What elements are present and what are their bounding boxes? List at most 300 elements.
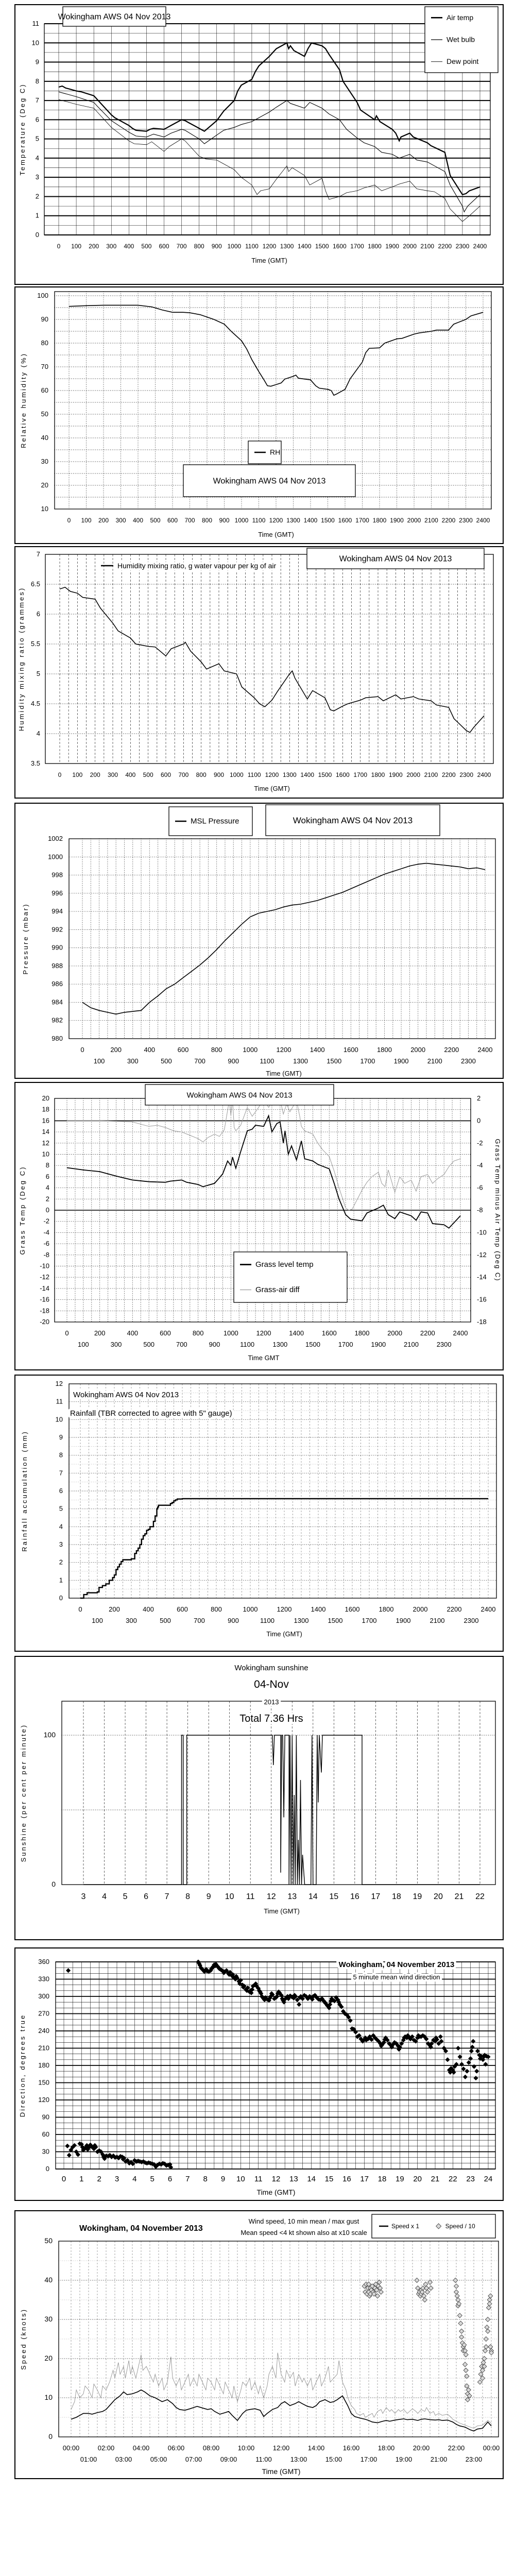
y-axis-title: Pressure (mbar) xyxy=(22,903,29,975)
svg-text:1200: 1200 xyxy=(262,243,277,250)
y-axis-labels xyxy=(32,20,39,239)
wind-speed-chart xyxy=(15,2211,503,2478)
svg-text:-12: -12 xyxy=(40,1273,49,1281)
svg-text:8: 8 xyxy=(185,1892,191,1901)
y-axis-title: Rainfall accumulation (mm) xyxy=(21,1430,28,1552)
y-axis-title: Sunshine (per cent per minute) xyxy=(20,1723,27,1862)
svg-text:2400: 2400 xyxy=(477,771,491,778)
svg-text:1002: 1002 xyxy=(48,835,63,842)
legend-box xyxy=(425,7,498,73)
svg-text:18:00: 18:00 xyxy=(377,2444,395,2452)
svg-text:11: 11 xyxy=(254,2175,263,2183)
svg-text:4: 4 xyxy=(45,1183,49,1192)
svg-text:20:00: 20:00 xyxy=(413,2444,430,2452)
svg-text:984: 984 xyxy=(52,998,63,1006)
svg-text:200: 200 xyxy=(110,1046,122,1054)
svg-text:3: 3 xyxy=(81,1892,86,1901)
svg-text:1400: 1400 xyxy=(310,1046,325,1054)
svg-text:2200: 2200 xyxy=(441,771,456,778)
svg-text:1300: 1300 xyxy=(293,1057,308,1065)
svg-text:1800: 1800 xyxy=(354,1329,370,1337)
series-grass-air-diff xyxy=(67,1099,460,1210)
svg-text:1300: 1300 xyxy=(294,1617,309,1624)
svg-text:04:00: 04:00 xyxy=(132,2444,150,2452)
svg-text:20: 20 xyxy=(42,1094,49,1102)
svg-text:700: 700 xyxy=(194,1057,205,1065)
svg-text:900: 900 xyxy=(219,517,230,524)
svg-text:400: 400 xyxy=(125,771,136,778)
svg-text:2: 2 xyxy=(45,1195,49,1203)
svg-text:210: 210 xyxy=(38,2044,49,2052)
svg-text:-6: -6 xyxy=(43,1240,49,1248)
svg-text:800: 800 xyxy=(211,1046,222,1054)
svg-text:2300: 2300 xyxy=(436,1341,452,1348)
annotation-text: Wokingham sunshine xyxy=(234,1664,308,1672)
y-axis-labels xyxy=(44,2236,53,2441)
svg-text:100: 100 xyxy=(92,1617,103,1624)
svg-text:1600: 1600 xyxy=(335,771,350,778)
title-text: Wokingham AWS 04 Nov 2013 xyxy=(213,477,326,486)
gridlines xyxy=(45,554,493,764)
svg-text:08:00: 08:00 xyxy=(202,2444,220,2452)
svg-text:2000: 2000 xyxy=(403,243,417,250)
svg-text:1200: 1200 xyxy=(276,1046,291,1054)
svg-text:1200: 1200 xyxy=(277,1605,292,1613)
svg-text:40: 40 xyxy=(44,2276,53,2284)
svg-text:7: 7 xyxy=(36,550,40,558)
svg-text:0: 0 xyxy=(477,1116,481,1125)
x-axis-labels xyxy=(80,1046,492,1065)
svg-text:0: 0 xyxy=(57,243,61,250)
svg-text:9: 9 xyxy=(220,2175,226,2183)
svg-text:900: 900 xyxy=(211,243,222,250)
svg-text:2400: 2400 xyxy=(480,1605,496,1613)
svg-text:00:00: 00:00 xyxy=(62,2444,80,2452)
svg-text:20: 20 xyxy=(434,1892,443,1901)
gridlines xyxy=(69,839,495,1039)
svg-text:09:00: 09:00 xyxy=(220,2455,237,2463)
svg-text:600: 600 xyxy=(159,243,169,250)
svg-text:6: 6 xyxy=(144,1892,149,1901)
svg-text:2300: 2300 xyxy=(464,1617,479,1624)
title-box xyxy=(266,805,440,836)
svg-text:0: 0 xyxy=(58,771,62,778)
svg-text:2300: 2300 xyxy=(455,243,470,250)
annotation-text: 04-Nov xyxy=(254,1679,289,1690)
svg-text:200: 200 xyxy=(98,517,109,524)
svg-text:90: 90 xyxy=(42,2113,49,2121)
svg-text:1900: 1900 xyxy=(390,517,404,524)
svg-text:300: 300 xyxy=(127,1057,139,1065)
series-group xyxy=(83,1735,480,1885)
svg-text:1: 1 xyxy=(59,1576,63,1584)
svg-text:-8: -8 xyxy=(477,1206,483,1214)
svg-text:4: 4 xyxy=(102,1892,107,1901)
svg-text:1500: 1500 xyxy=(327,1057,342,1065)
svg-text:19: 19 xyxy=(395,2175,404,2183)
y-axis-labels xyxy=(31,550,40,767)
svg-text:5: 5 xyxy=(36,670,40,677)
svg-text:982: 982 xyxy=(52,1016,63,1024)
svg-text:1000: 1000 xyxy=(243,1605,258,1613)
series-grass-level-temp xyxy=(67,1116,460,1228)
svg-text:3: 3 xyxy=(35,173,39,181)
svg-text:100: 100 xyxy=(77,1341,89,1348)
x-axis-labels xyxy=(58,771,491,778)
svg-text:0: 0 xyxy=(67,517,71,524)
legend-box xyxy=(234,1252,347,1302)
pressure-chart xyxy=(15,804,503,1078)
svg-text:1200: 1200 xyxy=(265,771,279,778)
svg-text:13:00: 13:00 xyxy=(290,2455,307,2463)
svg-text:6: 6 xyxy=(45,1172,49,1180)
svg-text:00:00: 00:00 xyxy=(483,2444,500,2452)
x-axis-labels xyxy=(62,2175,493,2183)
sunshine-chart xyxy=(15,1657,503,1939)
svg-text:800: 800 xyxy=(211,1605,222,1613)
mixing-ratio-chart-panel xyxy=(14,546,504,799)
svg-text:11: 11 xyxy=(56,1397,63,1405)
svg-text:300: 300 xyxy=(115,517,126,524)
title-text: Wokingham AWS 04 Nov 2013 xyxy=(186,1091,293,1100)
svg-text:18: 18 xyxy=(391,1892,401,1901)
y-axis-title: Humidity mixing ratio (grammes) xyxy=(18,586,25,732)
svg-text:14: 14 xyxy=(42,1128,49,1136)
svg-text:1600: 1600 xyxy=(345,1605,360,1613)
svg-text:5: 5 xyxy=(35,134,39,143)
svg-text:01:00: 01:00 xyxy=(80,2455,97,2463)
svg-text:-12: -12 xyxy=(477,1250,487,1259)
svg-text:14: 14 xyxy=(307,2175,316,2183)
svg-text:1800: 1800 xyxy=(379,1605,394,1613)
title-box xyxy=(307,548,484,569)
svg-text:-4: -4 xyxy=(477,1161,483,1170)
legend-label: Speed / 10 xyxy=(445,2223,475,2230)
svg-text:990: 990 xyxy=(52,943,63,952)
svg-text:1800: 1800 xyxy=(372,517,387,524)
svg-text:12:00: 12:00 xyxy=(272,2444,290,2452)
svg-text:500: 500 xyxy=(160,1617,171,1624)
rainfall-chart xyxy=(15,1376,503,1651)
svg-text:6: 6 xyxy=(59,1487,63,1495)
svg-text:994: 994 xyxy=(52,907,63,916)
x-axis-labels xyxy=(81,1892,485,1901)
svg-text:800: 800 xyxy=(194,243,204,250)
svg-text:0: 0 xyxy=(35,231,39,239)
svg-text:1900: 1900 xyxy=(396,1617,411,1624)
x-axis-title: Time (GMT) xyxy=(262,2467,301,2476)
svg-text:998: 998 xyxy=(52,871,63,879)
svg-text:1100: 1100 xyxy=(245,243,259,250)
svg-text:240: 240 xyxy=(38,2027,49,2035)
svg-text:400: 400 xyxy=(124,243,134,250)
svg-text:1600: 1600 xyxy=(321,1329,337,1337)
svg-text:2100: 2100 xyxy=(427,1057,442,1065)
annotation-text: Wind speed, 10 min mean / max gust xyxy=(248,2217,359,2225)
svg-text:40: 40 xyxy=(41,434,48,442)
svg-text:100: 100 xyxy=(71,243,82,250)
svg-text:1100: 1100 xyxy=(240,1341,255,1348)
svg-text:15: 15 xyxy=(329,1892,339,1901)
svg-text:5: 5 xyxy=(150,2175,154,2183)
sunshine-chart-panel xyxy=(14,1656,504,1940)
annotation-text: Wokingham, 04 November 2013 xyxy=(338,1960,455,1969)
svg-text:12: 12 xyxy=(271,2175,281,2183)
svg-text:300: 300 xyxy=(106,243,117,250)
svg-text:10:00: 10:00 xyxy=(237,2444,255,2452)
svg-text:18: 18 xyxy=(377,2175,387,2183)
wind-speed-chart-panel xyxy=(14,2210,504,2479)
gridlines xyxy=(44,24,490,235)
svg-text:1200: 1200 xyxy=(256,1329,271,1337)
y-axis-title: Direction, degrees true xyxy=(19,2013,26,2117)
plot-border xyxy=(45,554,493,764)
annotation-text: Rainfall (TBR corrected to agree with 5" gauge) xyxy=(70,1409,232,1418)
mixing-ratio-chart xyxy=(15,547,503,798)
series-sunshine xyxy=(83,1735,480,1885)
svg-text:1100: 1100 xyxy=(252,517,266,524)
x-axis-labels xyxy=(67,517,490,524)
svg-text:-18: -18 xyxy=(40,1307,49,1315)
svg-text:700: 700 xyxy=(194,1617,205,1624)
svg-text:90: 90 xyxy=(41,315,48,323)
legend-label: Speed x 1 xyxy=(391,2223,420,2230)
y-axis-labels xyxy=(38,1958,49,2173)
wind-direction-chart-panel xyxy=(14,1947,504,2201)
svg-text:2100: 2100 xyxy=(430,1617,445,1624)
svg-text:12: 12 xyxy=(266,1892,276,1901)
svg-text:800: 800 xyxy=(192,1329,204,1337)
x-axis-title: Time (GMT) xyxy=(264,1907,300,1915)
svg-text:270: 270 xyxy=(38,2009,49,2018)
svg-text:1300: 1300 xyxy=(282,771,297,778)
svg-text:1700: 1700 xyxy=(360,1057,375,1065)
svg-text:17:00: 17:00 xyxy=(360,2455,377,2463)
y-axis-title: Speed (knots) xyxy=(20,2308,27,2370)
temperature-chart xyxy=(15,5,503,284)
svg-text:10: 10 xyxy=(236,2175,245,2183)
svg-text:22: 22 xyxy=(448,2175,457,2183)
svg-text:2200: 2200 xyxy=(420,1329,435,1337)
svg-text:1400: 1400 xyxy=(297,243,312,250)
y-axis-labels xyxy=(56,1380,63,1602)
svg-text:19:00: 19:00 xyxy=(395,2455,413,2463)
svg-text:800: 800 xyxy=(201,517,213,524)
svg-text:2200: 2200 xyxy=(438,243,452,250)
svg-text:14: 14 xyxy=(308,1892,318,1901)
svg-text:11: 11 xyxy=(246,1892,255,1901)
plot-border xyxy=(59,2241,499,2437)
svg-text:200: 200 xyxy=(90,771,100,778)
svg-text:16:00: 16:00 xyxy=(342,2444,360,2452)
svg-text:1000: 1000 xyxy=(223,1329,238,1337)
svg-text:1100: 1100 xyxy=(247,771,261,778)
svg-text:100: 100 xyxy=(43,1731,56,1739)
legend-label: Air temp xyxy=(447,13,474,22)
svg-text:8: 8 xyxy=(59,1451,63,1459)
svg-text:2000: 2000 xyxy=(387,1329,403,1337)
series-rh xyxy=(69,305,483,395)
rainfall-chart-panel xyxy=(14,1375,504,1652)
title-box xyxy=(58,7,171,26)
svg-text:800: 800 xyxy=(196,771,207,778)
x-axis-title: Time (GMT) xyxy=(266,1070,302,1077)
svg-text:1000: 1000 xyxy=(229,771,244,778)
svg-text:1500: 1500 xyxy=(305,1341,320,1348)
svg-text:30: 30 xyxy=(42,2147,49,2156)
svg-text:17: 17 xyxy=(371,1892,381,1901)
svg-text:600: 600 xyxy=(167,517,178,524)
svg-text:-10: -10 xyxy=(477,1228,487,1236)
svg-text:996: 996 xyxy=(52,889,63,897)
series-group xyxy=(82,863,485,1014)
svg-text:6: 6 xyxy=(36,610,40,618)
svg-text:980: 980 xyxy=(52,1035,63,1042)
svg-text:-10: -10 xyxy=(40,1262,49,1270)
svg-text:100: 100 xyxy=(81,517,92,524)
gridlines xyxy=(56,1962,495,2169)
svg-text:02:00: 02:00 xyxy=(97,2444,115,2452)
relative-humidity-chart xyxy=(15,287,503,543)
svg-text:2000: 2000 xyxy=(407,517,421,524)
svg-text:7: 7 xyxy=(59,1469,63,1477)
svg-text:400: 400 xyxy=(143,1605,154,1613)
svg-text:500: 500 xyxy=(141,243,152,250)
svg-text:300: 300 xyxy=(126,1617,137,1624)
svg-text:-6: -6 xyxy=(477,1183,483,1192)
grass-temp-chart xyxy=(15,1083,503,1369)
series-group xyxy=(65,1960,490,2170)
svg-text:300: 300 xyxy=(110,1341,122,1348)
svg-text:16: 16 xyxy=(342,2175,351,2183)
y-axis-title: Grass Temp (Deg C) xyxy=(19,1165,26,1255)
legend-label: Humidity mixing ratio, g water vapour per kg of air xyxy=(117,562,277,570)
svg-text:1500: 1500 xyxy=(315,243,329,250)
svg-text:1400: 1400 xyxy=(303,517,318,524)
svg-text:1300: 1300 xyxy=(280,243,294,250)
svg-text:8: 8 xyxy=(35,77,39,85)
annotation-text: 2013 xyxy=(264,1698,279,1706)
svg-text:700: 700 xyxy=(176,1341,187,1348)
svg-text:9: 9 xyxy=(206,1892,211,1901)
svg-text:1600: 1600 xyxy=(332,243,347,250)
svg-text:500: 500 xyxy=(143,1341,155,1348)
svg-text:60: 60 xyxy=(42,2130,49,2138)
svg-text:1800: 1800 xyxy=(368,243,382,250)
svg-text:30: 30 xyxy=(41,457,48,465)
x-axis-title: Time (GMT) xyxy=(251,257,287,264)
legend-label: RH xyxy=(270,448,281,456)
annotation-text: Wokingham, 04 November 2013 xyxy=(79,2224,203,2233)
title-text: Wokingham AWS 04 Nov 2013 xyxy=(293,815,413,825)
title-text: Wokingham AWS 04 Nov 2013 xyxy=(339,554,452,564)
svg-text:330: 330 xyxy=(38,1975,49,1983)
svg-text:200: 200 xyxy=(109,1605,120,1613)
svg-text:1: 1 xyxy=(79,2175,84,2183)
svg-text:-18: -18 xyxy=(477,1318,487,1326)
legend-box xyxy=(248,441,281,464)
svg-text:360: 360 xyxy=(38,1958,49,1965)
svg-text:03:00: 03:00 xyxy=(115,2455,132,2463)
svg-text:1500: 1500 xyxy=(321,517,335,524)
svg-text:3.5: 3.5 xyxy=(30,759,40,767)
annotation-text: 5 minute mean wind direction xyxy=(353,1973,440,1981)
svg-text:11:00: 11:00 xyxy=(255,2455,272,2463)
svg-text:2: 2 xyxy=(59,1558,63,1566)
annotation-text: Total 7.36 Hrs xyxy=(239,1713,303,1724)
svg-text:1700: 1700 xyxy=(350,243,364,250)
svg-text:2000: 2000 xyxy=(406,771,421,778)
svg-text:400: 400 xyxy=(132,517,144,524)
svg-text:1900: 1900 xyxy=(393,1057,409,1065)
svg-text:2200: 2200 xyxy=(447,1605,462,1613)
svg-text:100: 100 xyxy=(93,1057,105,1065)
x-axis-labels xyxy=(78,1605,495,1624)
svg-text:600: 600 xyxy=(160,1329,171,1337)
x-axis-title: Time (GMT) xyxy=(254,785,290,792)
svg-text:700: 700 xyxy=(184,517,195,524)
svg-text:0: 0 xyxy=(65,1329,69,1337)
svg-text:2300: 2300 xyxy=(459,771,474,778)
y-axis-labels xyxy=(44,1731,56,1888)
svg-text:20: 20 xyxy=(44,2354,53,2362)
series-msl-pressure xyxy=(82,863,485,1014)
svg-text:17: 17 xyxy=(360,2175,369,2183)
svg-text:992: 992 xyxy=(52,925,63,934)
svg-text:1500: 1500 xyxy=(328,1617,343,1624)
svg-text:10: 10 xyxy=(31,39,39,47)
svg-text:21: 21 xyxy=(431,2175,440,2183)
svg-text:500: 500 xyxy=(161,1057,172,1065)
x-axis-title: Time (GMT) xyxy=(266,1630,302,1638)
svg-text:24: 24 xyxy=(484,2175,493,2183)
svg-text:2000: 2000 xyxy=(410,1046,426,1054)
svg-text:23: 23 xyxy=(466,2175,475,2183)
svg-text:-20: -20 xyxy=(40,1318,49,1326)
svg-text:80: 80 xyxy=(41,339,48,347)
title-text: Wokingham AWS 04 Nov 2013 xyxy=(58,12,171,22)
legend-label: MSL Pressure xyxy=(191,817,239,826)
y-axis-title: Temperature (Deg C) xyxy=(19,83,26,176)
legend-label: Wet bulb xyxy=(447,35,475,44)
svg-text:10: 10 xyxy=(44,2393,53,2401)
svg-text:6: 6 xyxy=(167,2175,173,2183)
svg-text:600: 600 xyxy=(177,1046,189,1054)
svg-text:100: 100 xyxy=(37,292,48,299)
svg-text:-2: -2 xyxy=(43,1217,49,1225)
svg-text:1700: 1700 xyxy=(362,1617,377,1624)
svg-text:0: 0 xyxy=(61,2175,66,2183)
svg-text:2400: 2400 xyxy=(476,517,490,524)
svg-text:986: 986 xyxy=(52,980,63,988)
svg-text:2100: 2100 xyxy=(424,771,438,778)
svg-text:300: 300 xyxy=(107,771,118,778)
svg-text:1900: 1900 xyxy=(388,771,403,778)
svg-text:100: 100 xyxy=(72,771,83,778)
legend-label: Grass-air diff xyxy=(255,1285,300,1294)
svg-text:3: 3 xyxy=(114,2175,119,2183)
svg-text:-14: -14 xyxy=(477,1273,487,1281)
svg-text:22:00: 22:00 xyxy=(448,2444,465,2452)
svg-text:988: 988 xyxy=(52,961,63,970)
svg-text:2: 2 xyxy=(97,2175,101,2183)
svg-text:23:00: 23:00 xyxy=(465,2455,483,2463)
svg-text:5: 5 xyxy=(59,1504,63,1513)
series-wind-direction xyxy=(65,1960,490,2170)
svg-text:0: 0 xyxy=(59,1594,63,1602)
svg-text:2: 2 xyxy=(477,1094,481,1102)
title-box xyxy=(183,465,355,497)
